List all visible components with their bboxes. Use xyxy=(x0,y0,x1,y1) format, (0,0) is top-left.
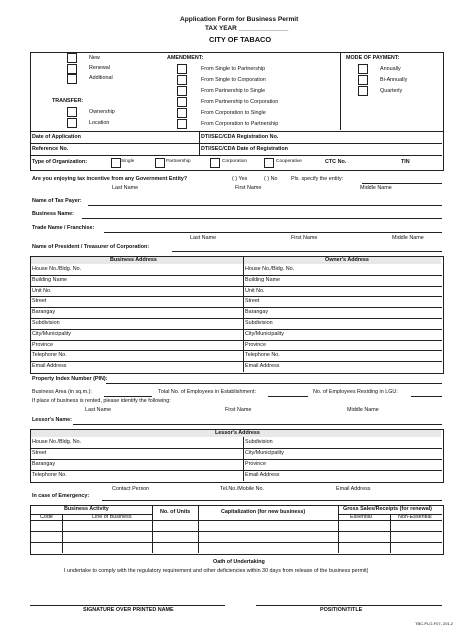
last-name-col: Last Name xyxy=(85,407,112,413)
renewal-label: Renewal xyxy=(89,65,110,71)
quarterly-checkbox[interactable] xyxy=(358,86,368,96)
owner-address-field[interactable]: Email Address xyxy=(245,363,280,370)
lessor-field-left[interactable]: Barangay xyxy=(32,461,56,467)
owner-address-field[interactable]: Province xyxy=(245,341,266,348)
amendment-item: From Partnership to Single xyxy=(201,88,266,94)
employees-lgu-label: No. of Employees Residing in LGU: xyxy=(313,389,398,395)
tax-incentive-yes[interactable]: ( ) Yes xyxy=(232,176,248,182)
capitalization-col: Capitalization (for new business) xyxy=(221,509,306,515)
row-line xyxy=(30,286,442,287)
business-address-field[interactable]: Province xyxy=(32,341,53,348)
lessor-field-right[interactable]: Subdivision xyxy=(245,439,273,445)
taxpayer-name-line[interactable] xyxy=(88,205,442,206)
single-to-corporation-checkbox[interactable] xyxy=(177,75,187,85)
single-checkbox[interactable] xyxy=(111,158,121,168)
owner-address-field[interactable]: Telephone No. xyxy=(245,352,280,359)
row-line xyxy=(30,143,442,144)
first-name-col: First Name xyxy=(291,235,318,241)
ownership-checkbox[interactable] xyxy=(67,107,77,117)
tin[interactable]: TIN xyxy=(401,159,410,165)
additional-label: Additional xyxy=(89,75,113,81)
row-line xyxy=(30,340,442,341)
owner-address-heading: Owner's Address xyxy=(325,257,369,263)
position-line[interactable] xyxy=(256,605,442,606)
divider xyxy=(199,131,200,155)
middle-name-col: Middle Name xyxy=(392,235,424,241)
business-address-field[interactable]: Barangay xyxy=(32,309,56,316)
amendment-item: From Single to Partnership xyxy=(201,66,266,72)
rented-note: If place of business is rented, please identify the following: xyxy=(32,398,171,404)
business-address-field[interactable]: Telephone No. xyxy=(32,352,67,359)
annually-checkbox[interactable] xyxy=(358,64,368,74)
essential-col: Essential xyxy=(350,514,372,520)
city-name: CITY OF TABACO xyxy=(209,35,272,44)
president-label: Name of President / Treasurer of Corporation: xyxy=(32,244,150,250)
row-line xyxy=(30,459,442,460)
divider xyxy=(152,505,153,553)
owner-address-field[interactable]: Barangay xyxy=(245,309,269,316)
amendment-item: From Single to Corporation xyxy=(201,77,266,83)
corporation-checkbox[interactable] xyxy=(210,158,220,168)
business-area-label: Business Area (in sq.m.): xyxy=(32,389,92,395)
row-line xyxy=(30,350,442,351)
emergency-heading: In case of Emergency: xyxy=(32,493,90,499)
no-of-units-col: No. of Units xyxy=(160,509,191,515)
amendment-item: From Partnership to Corporation xyxy=(201,99,279,105)
address-header-bg xyxy=(31,257,441,264)
line-of-business-col: Line of Business xyxy=(92,514,132,520)
date-of-application[interactable]: Date of Application xyxy=(32,134,81,140)
divider xyxy=(243,256,244,372)
location-checkbox[interactable] xyxy=(67,118,77,128)
lessor-address-table xyxy=(30,429,444,483)
dti-registration-no[interactable]: DTI/SEC/CDA Registration No. xyxy=(201,134,279,140)
tax-year: TAX YEAR ______________ xyxy=(205,25,289,32)
cooperative-checkbox[interactable] xyxy=(264,158,274,168)
row-line xyxy=(30,275,442,276)
owner-address-field[interactable]: Street xyxy=(245,298,260,305)
non-essential-col: Non-Essential xyxy=(398,514,432,520)
row-line xyxy=(30,531,442,532)
row-line xyxy=(30,448,442,449)
emergency-email-label: Email Address xyxy=(336,486,371,492)
bi-annually-checkbox[interactable] xyxy=(358,75,368,85)
signature-line[interactable] xyxy=(30,605,225,606)
position-label: POSITION/TITLE xyxy=(320,607,363,613)
president-line[interactable] xyxy=(172,251,442,252)
divider xyxy=(338,505,339,553)
org-single-label: Single xyxy=(121,159,135,164)
reference-no[interactable]: Reference No. xyxy=(32,146,69,152)
renewal-checkbox[interactable] xyxy=(67,64,77,74)
address-table xyxy=(30,256,444,374)
row-line xyxy=(30,155,442,156)
contact-person-label: Contact Person xyxy=(112,486,150,492)
owner-address-field[interactable]: Unit No. xyxy=(245,287,265,294)
form-code: TBC-PLO-F07- 201.2 xyxy=(415,621,454,626)
tel-no-label: Tel.No./Mobile No. xyxy=(220,486,265,492)
row-line xyxy=(30,542,442,543)
org-partnership-label: Partnership xyxy=(166,159,191,164)
first-name-col: First Name xyxy=(225,407,252,413)
type-of-organization: Type of Organization: xyxy=(32,159,88,165)
partnership-to-single-checkbox[interactable] xyxy=(177,86,187,96)
trade-name-line[interactable] xyxy=(104,232,442,233)
pin-label: Property Index Number (PIN): xyxy=(32,376,108,382)
single-to-partnership-checkbox[interactable] xyxy=(177,64,187,74)
business-address-field[interactable]: Street xyxy=(32,298,47,305)
owner-address-field[interactable]: City/Municipality xyxy=(245,330,284,337)
business-address-field[interactable]: City/Municipality xyxy=(32,330,71,337)
business-area-line[interactable] xyxy=(104,396,152,397)
owner-address-field[interactable]: Building Name xyxy=(245,276,281,283)
tax-incentive-no[interactable]: ( ) No xyxy=(264,176,278,182)
emergency-line[interactable] xyxy=(102,500,442,501)
total-employees-label: Total No. of Employees in Establishment: xyxy=(158,389,256,395)
row-line xyxy=(30,361,442,362)
lessor-field-right[interactable]: City/Municipality xyxy=(245,450,284,456)
last-name-col: Last Name xyxy=(112,185,139,191)
oath-text: I undertake to comply with the regulatory requirement and other deficiencies within 30 days from release of the business permit) xyxy=(64,568,369,574)
business-name-line[interactable] xyxy=(82,218,442,219)
business-address-field[interactable]: House No./Bldg. No. xyxy=(32,266,82,272)
oath-heading: Oath of Undertaking xyxy=(213,559,265,565)
owner-address-field[interactable]: House No./Bldg. No. xyxy=(245,266,295,272)
business-address-field[interactable]: Unit No. xyxy=(32,287,52,294)
lessor-field-left[interactable]: Street xyxy=(32,450,47,456)
ownership-label: Ownership xyxy=(89,109,115,115)
tax-incentive-specify[interactable]: Pls. specify the entity: xyxy=(291,176,344,182)
ctc-no[interactable]: CTC No. xyxy=(325,159,347,165)
bi-annually-label: Bi-Annually xyxy=(380,77,408,83)
quarterly-label: Quarterly xyxy=(380,88,403,94)
org-cooperative-label: Cooperative xyxy=(276,159,302,164)
lessor-address-heading: Lessor's Address xyxy=(215,430,260,436)
business-address-field[interactable]: Building Name xyxy=(32,276,68,283)
annually-label: Annually xyxy=(380,66,401,72)
signature-label: SIGNATURE OVER PRINTED NAME xyxy=(83,607,174,613)
location-label: Location xyxy=(89,120,110,126)
total-employees-line[interactable] xyxy=(268,396,308,397)
partnership-to-corporation-checkbox[interactable] xyxy=(177,97,187,107)
first-name-col: First Name xyxy=(235,185,262,191)
business-name-label: Business Name: xyxy=(32,211,74,217)
lessor-field-left[interactable]: House No./Bldg. No. xyxy=(32,439,82,445)
transfer-heading: TRANSFER: xyxy=(52,98,84,104)
middle-name-col: Middle Name xyxy=(360,185,392,191)
row-line xyxy=(30,296,442,297)
new-checkbox[interactable] xyxy=(67,53,77,63)
business-activity-heading: Business Activity xyxy=(64,506,109,512)
partnership-checkbox[interactable] xyxy=(155,158,165,168)
lessor-field-left[interactable]: Telephone No. xyxy=(32,472,67,478)
corporation-to-partnership-checkbox[interactable] xyxy=(177,119,187,129)
form-title: Application Form for Business Permit xyxy=(180,16,299,23)
trade-name-label: Trade Name / Franchise: xyxy=(32,225,95,231)
taxpayer-name-label: Name of Tax Payer: xyxy=(32,198,82,204)
row-line xyxy=(30,307,442,308)
last-name-col: Last Name xyxy=(190,235,217,241)
pin-line[interactable] xyxy=(106,383,442,384)
org-corporation-label: Corporation xyxy=(222,159,248,164)
lessor-name-label: Lessor's Name: xyxy=(32,417,72,423)
row-line xyxy=(30,318,442,319)
dti-date-registration[interactable]: DTI/SEC/CDA Date of Registration xyxy=(201,146,288,152)
row-line xyxy=(30,329,442,330)
code-col: Code xyxy=(40,514,53,520)
employees-lgu-line[interactable] xyxy=(411,396,442,397)
corporation-to-single-checkbox[interactable] xyxy=(177,108,187,118)
lessor-field-right[interactable]: Email Address xyxy=(245,472,280,478)
amendment-item: From Corporation to Single xyxy=(201,110,266,116)
payment-heading: MODE OF PAYMENT: xyxy=(346,55,400,61)
amendment-heading: AMENDMENT: xyxy=(167,55,204,61)
business-address-field[interactable]: Email Address xyxy=(32,363,67,370)
middle-name-col: Middle Name xyxy=(347,407,379,413)
tax-incentive-question: Are you enjoying tax incentive from any Government Entity? xyxy=(32,176,188,182)
divider xyxy=(340,52,341,130)
specify-line xyxy=(362,183,442,184)
divider xyxy=(198,505,199,553)
additional-checkbox[interactable] xyxy=(67,74,77,84)
row-line xyxy=(30,470,442,471)
lessor-field-right[interactable]: Province xyxy=(245,461,266,467)
owner-address-field[interactable]: Subdivision xyxy=(245,320,273,326)
gross-sales-heading: Gross Sales/Receipts (for renewal) xyxy=(343,506,432,512)
new-label: New xyxy=(89,55,100,61)
business-address-field[interactable]: Subdivision xyxy=(32,320,60,326)
lessor-name-line[interactable] xyxy=(73,424,442,425)
business-address-heading: Business Address xyxy=(110,257,157,263)
amendment-item: From Corporation to Partnership xyxy=(201,121,279,127)
